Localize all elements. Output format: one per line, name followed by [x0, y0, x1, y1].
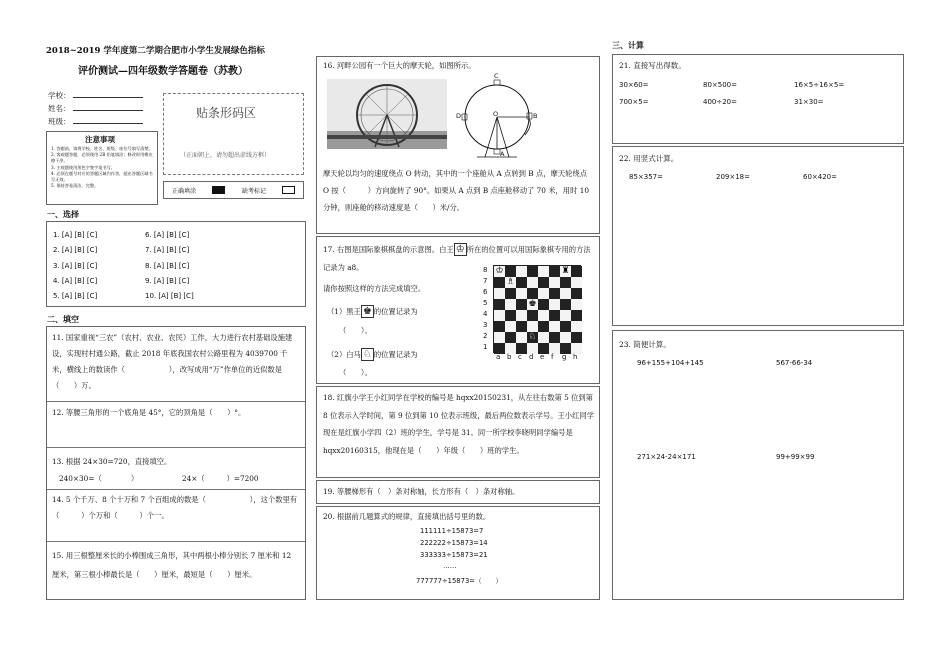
label-c: C	[494, 72, 499, 80]
q17-b-text2: 的位置记录为	[373, 350, 418, 359]
title-line-2: 评价测试—四年级数学答题卷（苏教）	[78, 66, 248, 77]
q17-text-b: 所在的位置可以用国际象棋专用的方法记录为 a8。	[323, 245, 591, 272]
q20-line: 777777÷15873=（ ）	[416, 577, 503, 585]
white-king-icon: ♔	[455, 244, 465, 255]
q17-b	[327, 346, 418, 364]
white-knight-icon: ♘	[362, 349, 372, 360]
board-rank-label: 1	[483, 343, 488, 351]
board-file-label: d	[529, 353, 534, 361]
board-square	[571, 332, 582, 343]
notice-box	[46, 131, 158, 205]
section1-title: 一、选择	[47, 210, 79, 219]
q17-box	[316, 236, 600, 384]
board-square	[549, 277, 560, 288]
name-field	[48, 104, 143, 114]
board-square	[560, 277, 571, 288]
class-input[interactable]	[73, 123, 143, 124]
board-square	[494, 266, 505, 277]
board-square	[516, 277, 527, 288]
name-label: 姓名：	[48, 104, 71, 113]
board-file-label: g	[562, 353, 567, 361]
q17-text-a: 17. 右图是国际象棋棋盘的示意图。白王	[323, 245, 454, 254]
board-square	[494, 288, 505, 299]
board-square	[494, 277, 505, 288]
board-square	[549, 266, 560, 277]
board-square	[560, 332, 571, 343]
chess-board	[483, 265, 587, 369]
choice-row-5-left[interactable]: 5. [A] [B] [C]	[53, 292, 98, 300]
board-file-label: c	[518, 353, 522, 361]
q18-text: 18. 红旗小学王小红同学在学校的编号是 hqxx20150231，从左往右数第 5 位到第 8 位表示入学时间，第 9 位到第 10 位表示班级，最后两位数表示学号。王小红同学现在是红旗小学四（2）班的学生，学号是 31。同一所学校李晓明同学编号是 hqxx20160315，他现在是（ ）年级（ ）班的学生。	[323, 393, 594, 455]
q17-a	[327, 303, 418, 321]
q23-item: 271×24-24×171	[637, 453, 696, 461]
fill-missing-label: 缺考标记	[242, 188, 267, 195]
board-file-label: a	[496, 353, 501, 361]
board-file-label: e	[540, 353, 545, 361]
q13-b: 24×（ ）=7200	[182, 474, 259, 483]
q13-title: 13. 根据 24×30=720，直接填空。	[52, 457, 172, 466]
q17-line2: 请你按照这样的方法完成填空。	[323, 284, 426, 293]
section2-title: 二、填空	[47, 315, 79, 324]
board-square	[527, 310, 538, 321]
q23-box	[612, 330, 904, 600]
q22-title: 22. 用竖式计算。	[619, 154, 679, 163]
label-o: O	[493, 110, 499, 118]
q22-item: 209×18=	[716, 173, 750, 181]
board-file-label: h	[573, 353, 578, 361]
board-square	[527, 332, 538, 343]
board-square	[571, 288, 582, 299]
board-square	[549, 332, 560, 343]
fill-correct-mark	[212, 186, 225, 194]
barcode-title: 贴条形码区	[196, 106, 257, 120]
board-square	[516, 266, 527, 277]
q21-item: 31×30=	[794, 98, 824, 106]
q16-box	[316, 56, 600, 234]
ferris-wheel-photo	[327, 79, 447, 149]
notice-item: 5. 保持答卷清洁，完整。	[51, 183, 99, 189]
board-square	[549, 321, 560, 332]
board-square	[538, 310, 549, 321]
q21-item: 16×5÷16×5=	[794, 81, 845, 89]
board-square	[549, 310, 560, 321]
fill-correct-label: 正确填涂	[172, 188, 197, 195]
black-king-icon: ♚	[362, 306, 372, 317]
board-square	[571, 299, 582, 310]
choice-row-3-left[interactable]: 3. [A] [B] [C]	[53, 262, 98, 270]
q23-title: 23. 简便计算。	[619, 340, 671, 349]
q20-line: 222222÷15873=14	[420, 539, 488, 547]
board-square	[538, 266, 549, 277]
board-square	[549, 288, 560, 299]
q18-box	[316, 386, 600, 478]
q17-a-blank: （ ）。	[339, 326, 372, 335]
board-square	[516, 332, 527, 343]
school-label: 学校：	[48, 91, 71, 100]
q15-text: 15. 用三根整厘米长的小棒围成三角形，其中两根小棒分别长 7 厘米和 12 厘米，第三根小棒最长是（ ）厘米，最短是（ ）厘米。	[52, 551, 292, 579]
notice-item: 2. 客观题答题，必须使用 2B 铅笔填涂；修改时用橡皮擦干净。	[51, 152, 153, 164]
board-square	[527, 266, 538, 277]
notice-list	[51, 146, 155, 189]
board-square	[505, 299, 516, 310]
q21-item: 80×500=	[703, 81, 737, 89]
board-square	[538, 299, 549, 310]
q19-text: 19. 等腰梯形有（ ）条对称轴，长方形有（ ）条对称轴。	[323, 487, 520, 496]
q21-item: 400÷20=	[703, 98, 737, 106]
board-square	[571, 321, 582, 332]
q12-text: 12. 等腰三角形的一个底角是 45°，它的顶角是（ ）°。	[52, 408, 246, 417]
q17-a-text: （1）黑王	[327, 307, 361, 316]
board-square	[505, 277, 516, 288]
q13-a: 240×30=（ ）	[59, 474, 139, 483]
board-square	[505, 332, 516, 343]
q17-b-text: （2）白马	[327, 350, 361, 359]
title-line-1: 2018~2019 学年度第二学期合肥市小学生发展绿色指标	[46, 46, 265, 56]
school-input[interactable]	[73, 97, 143, 98]
q21-item: 700×5=	[619, 98, 649, 106]
q17-a-text2: 的位置记录为	[373, 307, 418, 316]
choice-row-4-right[interactable]: 9. [A] [B] [C]	[145, 277, 190, 285]
board-square	[516, 321, 527, 332]
board-rank-label: 6	[483, 288, 488, 296]
q11-text: 11. 国家重视“三农”（农村、农业、农民）工作，大力进行农村基础设施建设，实现村村通公路，截止 2018 年底我国农村公路里程为 4039700 千米，横线上的数读作（ ），改写成用“万”作单位的近似数是（ ）万。	[52, 333, 293, 390]
board-file-label: b	[507, 353, 512, 361]
board-square	[571, 310, 582, 321]
q16-title: 16. 河畔公园有一个巨大的摩天轮，如图所示。	[323, 61, 476, 70]
name-input[interactable]	[73, 110, 143, 111]
board-square	[538, 277, 549, 288]
school-field	[48, 91, 143, 101]
board-square	[527, 299, 538, 310]
q23-item: 96+155+104+145	[637, 359, 704, 367]
board-square	[516, 288, 527, 299]
q17-b-blank: （ ）。	[339, 368, 372, 377]
choice-row-4-left[interactable]: 4. [A] [B] [C]	[53, 277, 98, 285]
choice-row-2-right[interactable]: 7. [A] [B] [C]	[145, 246, 190, 254]
board-square	[494, 332, 505, 343]
q22-box	[612, 146, 904, 326]
notice-title: 注意事项	[85, 135, 115, 144]
notice-item: 1. 答题前，请将学校、姓名、班级、座位号填写清楚。	[51, 146, 153, 151]
label-a: A	[500, 150, 505, 158]
white-bishop-piece: ♗	[506, 277, 515, 287]
q22-item: 85×357=	[629, 173, 663, 181]
board-square	[527, 288, 538, 299]
choice-row-2-left[interactable]: 2. [A] [B] [C]	[53, 246, 98, 254]
choice-row-1-right[interactable]: 6. [A] [B] [C]	[145, 231, 190, 239]
board-rank-label: 5	[483, 299, 488, 307]
board-square	[527, 277, 538, 288]
board-square	[538, 321, 549, 332]
board-square	[494, 299, 505, 310]
board-rank-label: 3	[483, 321, 488, 329]
fill-box	[46, 326, 306, 600]
q23-item: 99+99×99	[776, 453, 815, 461]
fill-sample	[163, 181, 304, 199]
board-square	[538, 288, 549, 299]
board-square	[560, 288, 571, 299]
board-square	[538, 332, 549, 343]
fill-missing-mark[interactable]	[282, 186, 295, 194]
q20-line: 333333÷15873=21	[420, 551, 488, 559]
barcode-area	[163, 93, 304, 175]
q22-item: 60×420=	[803, 173, 837, 181]
board-square	[560, 321, 571, 332]
board-square	[527, 321, 538, 332]
board-square	[505, 288, 516, 299]
board-file-label: f	[551, 353, 554, 361]
board-square	[560, 266, 571, 277]
board-square	[571, 266, 582, 277]
q23-item: 567-66-34	[776, 359, 813, 367]
section3-title: 三、计算	[612, 41, 644, 50]
board-square	[571, 277, 582, 288]
choice-row-3-right[interactable]: 8. [A] [B] [C]	[145, 262, 190, 270]
board-square	[505, 266, 516, 277]
q16-text: 摩天轮以均匀的速度绕点 O 转动，其中的一个座舱从 A 点转到 B 点，摩天轮绕点 O 按（ ）方向旋转了 90°。如果从 A 点到 B 点座舱移动了 70 米，用时 10 分钟，则座舱的移动速度是（ ）米/分。	[323, 169, 590, 212]
board-square	[505, 321, 516, 332]
q20-title: 20. 根据前几题算式的规律，直接填出括号里的数。	[323, 512, 491, 521]
board-rank-label: 8	[483, 266, 488, 274]
q20-line: 111111÷15873=7	[420, 527, 484, 535]
board-square	[494, 310, 505, 321]
black-king-piece: ♚	[528, 299, 537, 309]
white-knight-piece: ♘	[528, 332, 537, 342]
board-square	[494, 321, 505, 332]
barcode-hint: （正面朝上，请勿超出虚线方框）	[180, 152, 271, 159]
choice-row-1-left[interactable]: 1. [A] [B] [C]	[53, 231, 98, 239]
board-rank-label: 2	[483, 332, 488, 340]
q21-item: 30×60=	[619, 81, 649, 89]
q20-box	[316, 506, 600, 600]
white-king-piece: ♔	[495, 266, 504, 276]
board-square	[516, 299, 527, 310]
choice-box	[46, 221, 306, 307]
notice-item: 4. 必须在题号对应的答题区域内作答，超出答题区域书写无效。	[51, 170, 153, 183]
q21-title: 21. 直接写出得数。	[619, 61, 686, 70]
board-rank-label: 4	[483, 310, 488, 318]
class-field	[48, 117, 143, 127]
label-b: B	[533, 112, 538, 120]
q14-text: 14. 5 个千万、8 个十万和 7 个百组成的数是（ ），这个数里有（ ）个万和（ ）个一。	[52, 495, 298, 520]
black-rook-piece: ♜	[561, 266, 570, 276]
board-square	[549, 299, 560, 310]
label-d: D	[456, 112, 462, 120]
board-rank-label: 7	[483, 277, 488, 285]
notice-item: 3. 主观题使用黑色字签字笔书写。	[51, 164, 115, 170]
board-square	[560, 310, 571, 321]
board-square	[516, 310, 527, 321]
q20-line: ……	[443, 562, 457, 570]
q19-box	[316, 480, 600, 504]
class-label: 班级：	[48, 117, 71, 126]
choice-row-5-right[interactable]: 10. [A] [B] [C]	[145, 292, 194, 300]
board-square	[505, 310, 516, 321]
q21-box	[612, 54, 904, 144]
board-square	[560, 299, 571, 310]
